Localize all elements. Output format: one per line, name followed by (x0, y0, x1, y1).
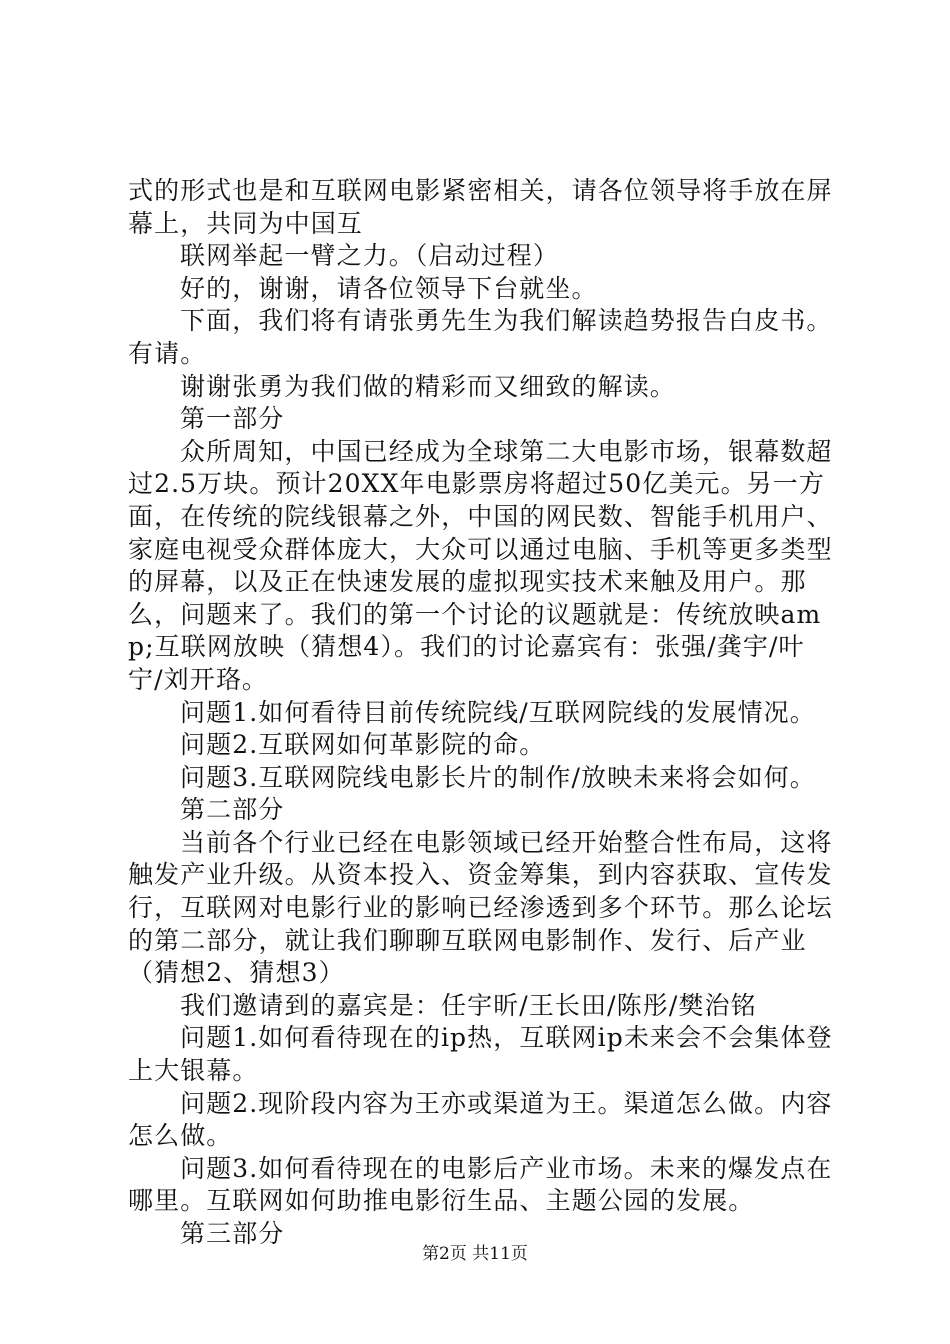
document-body (128, 175, 833, 1251)
page-footer: 第2页 共11页 (422, 1244, 528, 1264)
paragraph-1: 式的形式也是和互联网电影紧密相关，请各位领导将手放在屏幕上，共同为中国互 (128, 176, 833, 238)
paragraph-2: 联网举起一臂之力。（启动过程） (180, 241, 560, 271)
section-heading-1: 第一部分 (180, 404, 285, 434)
section-heading-3: 第三部分 (180, 1219, 285, 1248)
question-2-1: 问题1.如何看待现在的ip热，互联网ip未来会不会集体登上大银幕。 (128, 1023, 833, 1086)
question-1-1: 问题1.如何看待目前传统院线/互联网院线的发展情况。 (180, 697, 816, 727)
question-2-3: 问题3.如何看待现在的电影后产业市场。未来的爆发点在哪里。互联网如何助推电影衍生品、主题公园的发展。 (128, 1153, 833, 1216)
question-1-2: 问题2.互联网如何革影院的命。 (180, 730, 546, 760)
section-heading-2: 第二部分 (180, 795, 285, 825)
paragraph-7: 众所周知，中国已经成为全球第二大电影市场，银幕数超过2.5万块。预计20XX年电影票房将超过50亿美元。另一方面，在传统的院线银幕之外，中国的网民数、智能手机用户、家庭电视受众群体庞大，大众可以通过电脑、手机等更多类型的屏幕，以及正在快速发展的虚拟现实技术来触及用户。那么，问题来了。我们的第一个讨论的议题就是：传统放映amp;互联网放映（猜想4）。我们的讨论嘉宾有：张强/龚宇/叶宁/刘开珞。 (128, 436, 833, 694)
question-1-3: 问题3.互联网院线电影长片的制作/放映未来将会如何。 (180, 762, 816, 792)
question-2-2: 问题2.现阶段内容为王亦或渠道为王。渠道怎么做。内容怎么做。 (128, 1088, 833, 1151)
paragraph-4: 下面，我们将有请张勇先生为我们解读趋势报告白皮书。有请。 (128, 306, 833, 368)
guests-2: 我们邀请到的嘉宾是：任宇昕/王长田/陈彤/樊治铭 (180, 990, 757, 1020)
paragraph-5: 谢谢张勇为我们做的精彩而又细致的解读。 (180, 371, 676, 401)
paragraph-12: 当前各个行业已经在电影领域已经开始整合性布局，这将触发产业升级。从资本投入、资金筹集，到内容获取、宣传发行，互联网对电影行业的影响已经渗透到多个环节。那么论坛的第二部分，就让我们聊聊互联网电影制作、发行、后产业（猜想2、猜想3） (128, 827, 833, 988)
paragraph-3: 好的，谢谢，请各位领导下台就坐。 (180, 273, 598, 303)
